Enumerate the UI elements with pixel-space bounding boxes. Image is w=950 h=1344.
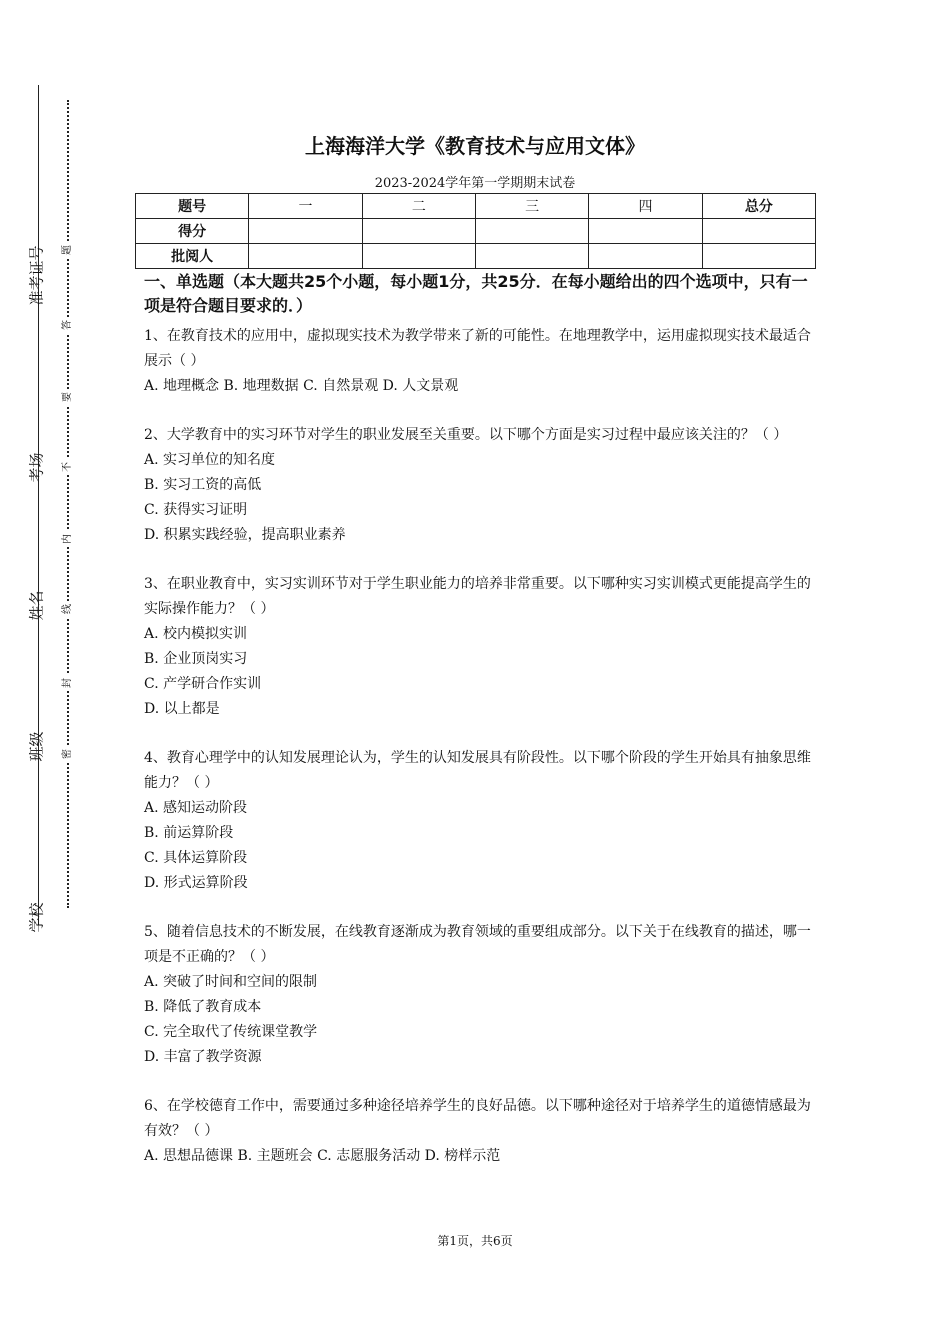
reviewer-cell xyxy=(589,244,702,269)
seal-char: 要 xyxy=(60,389,76,405)
option-b: B. 企业顶岗实习 xyxy=(144,651,248,667)
seal-char: 密 xyxy=(60,746,76,762)
question-text: 4、教育心理学中的认知发展理论认为，学生的认知发展具有阶段性。以下哪个阶段的学生开始具有抽象思维能力？（ ） xyxy=(144,750,811,791)
exam-content xyxy=(144,270,812,1193)
question-2 xyxy=(144,423,812,548)
score-table xyxy=(135,193,816,269)
score-row xyxy=(136,219,816,244)
question-1 xyxy=(144,324,812,399)
score-header-cell: 二 xyxy=(362,194,475,219)
question-options: A. 地理概念 B. 地理数据 C. 自然景观 D. 人文景观 xyxy=(144,378,459,394)
option-b: B. 前运算阶段 xyxy=(144,825,234,841)
question-text: 6、在学校德育工作中，需要通过多种途径培养学生的良好品德。以下哪种途径对于培养学生的道德情感最为有效？（ ） xyxy=(144,1098,811,1139)
reviewer-cell xyxy=(249,244,362,269)
seal-char: 内 xyxy=(60,531,76,547)
field-school: 学校 xyxy=(27,902,46,933)
option-a: A. 突破了时间和空间的限制 xyxy=(144,974,318,990)
score-header-cell: 三 xyxy=(475,194,588,219)
option-b: B. 降低了教育成本 xyxy=(144,999,262,1015)
score-cell xyxy=(589,219,702,244)
score-row-label: 批阅人 xyxy=(136,244,249,269)
score-cell xyxy=(475,219,588,244)
score-table-header-row xyxy=(136,194,816,219)
field-class: 班级 xyxy=(27,731,46,762)
score-header-cell: 四 xyxy=(589,194,702,219)
score-cell xyxy=(702,219,815,244)
score-header-cell: 一 xyxy=(249,194,362,219)
reviewer-cell xyxy=(362,244,475,269)
option-d: D. 丰富了教学资源 xyxy=(144,1049,262,1065)
option-a: A. 实习单位的知名度 xyxy=(144,452,276,468)
score-header-cell: 总分 xyxy=(702,194,815,219)
seal-char: 题 xyxy=(60,242,76,258)
question-6 xyxy=(144,1094,812,1169)
field-name: 姓名 xyxy=(27,590,46,621)
score-row-label: 得分 xyxy=(136,219,249,244)
option-d: D. 形式运算阶段 xyxy=(144,875,248,891)
reviewer-cell xyxy=(702,244,815,269)
binding-margin xyxy=(0,0,110,1344)
reviewer-row xyxy=(136,244,816,269)
option-a: A. 校内模拟实训 xyxy=(144,626,248,642)
question-text: 1、在教育技术的应用中，虚拟现实技术为教学带来了新的可能性。在地理教学中，运用虚拟现实技术最适合展示（ ） xyxy=(144,328,811,369)
option-d: D. 积累实践经验，提高职业素养 xyxy=(144,527,346,543)
score-header-cell: 题号 xyxy=(136,194,249,219)
option-a: A. 感知运动阶段 xyxy=(144,800,248,816)
field-exam-room: 考场 xyxy=(27,452,46,483)
seal-char: 不 xyxy=(60,459,76,475)
score-cell xyxy=(249,219,362,244)
seal-char: 封 xyxy=(60,675,76,691)
exam-title: 上海海洋大学《教育技术与应用文体》 xyxy=(305,134,645,158)
question-options: A. 思想品德课 B. 主题班会 C. 志愿服务活动 D. 榜样示范 xyxy=(144,1148,501,1164)
binding-solid-line xyxy=(38,85,39,925)
option-c: C. 产学研合作实训 xyxy=(144,676,262,692)
page-number: 第1页，共6页 xyxy=(437,1234,513,1248)
option-d: D. 以上都是 xyxy=(144,701,220,717)
section-title: 一、单选题（本大题共25个小题，每小题1分，共25分．在每小题给出的四个选项中，只有一项是符合题目要求的．） xyxy=(144,272,808,315)
option-c: C. 完全取代了传统课堂教学 xyxy=(144,1024,318,1040)
reviewer-cell xyxy=(475,244,588,269)
seal-char: 答 xyxy=(60,317,76,333)
field-exam-number: 准考证号 xyxy=(27,245,46,306)
question-4 xyxy=(144,746,812,896)
binding-dotted-line xyxy=(67,100,69,908)
seal-char: 线 xyxy=(60,601,76,617)
score-cell xyxy=(362,219,475,244)
question-3 xyxy=(144,572,812,722)
exam-subtitle: 2023-2024学年第一学期期末试卷 xyxy=(374,176,576,191)
question-text: 3、在职业教育中，实习实训环节对于学生职业能力的培养非常重要。以下哪种实习实训模式更能提高学生的实际操作能力？（ ） xyxy=(144,576,811,617)
option-c: C. 具体运算阶段 xyxy=(144,850,248,866)
question-text: 5、随着信息技术的不断发展，在线教育逐渐成为教育领域的重要组成部分。以下关于在线教育的描述，哪一项是不正确的？（ ） xyxy=(144,924,811,965)
question-text: 2、大学教育中的实习环节对学生的职业发展至关重要。以下哪个方面是实习过程中最应该关注的？（ ） xyxy=(144,427,788,443)
question-5 xyxy=(144,920,812,1070)
option-b: B. 实习工资的高低 xyxy=(144,477,262,493)
option-c: C. 获得实习证明 xyxy=(144,502,248,518)
